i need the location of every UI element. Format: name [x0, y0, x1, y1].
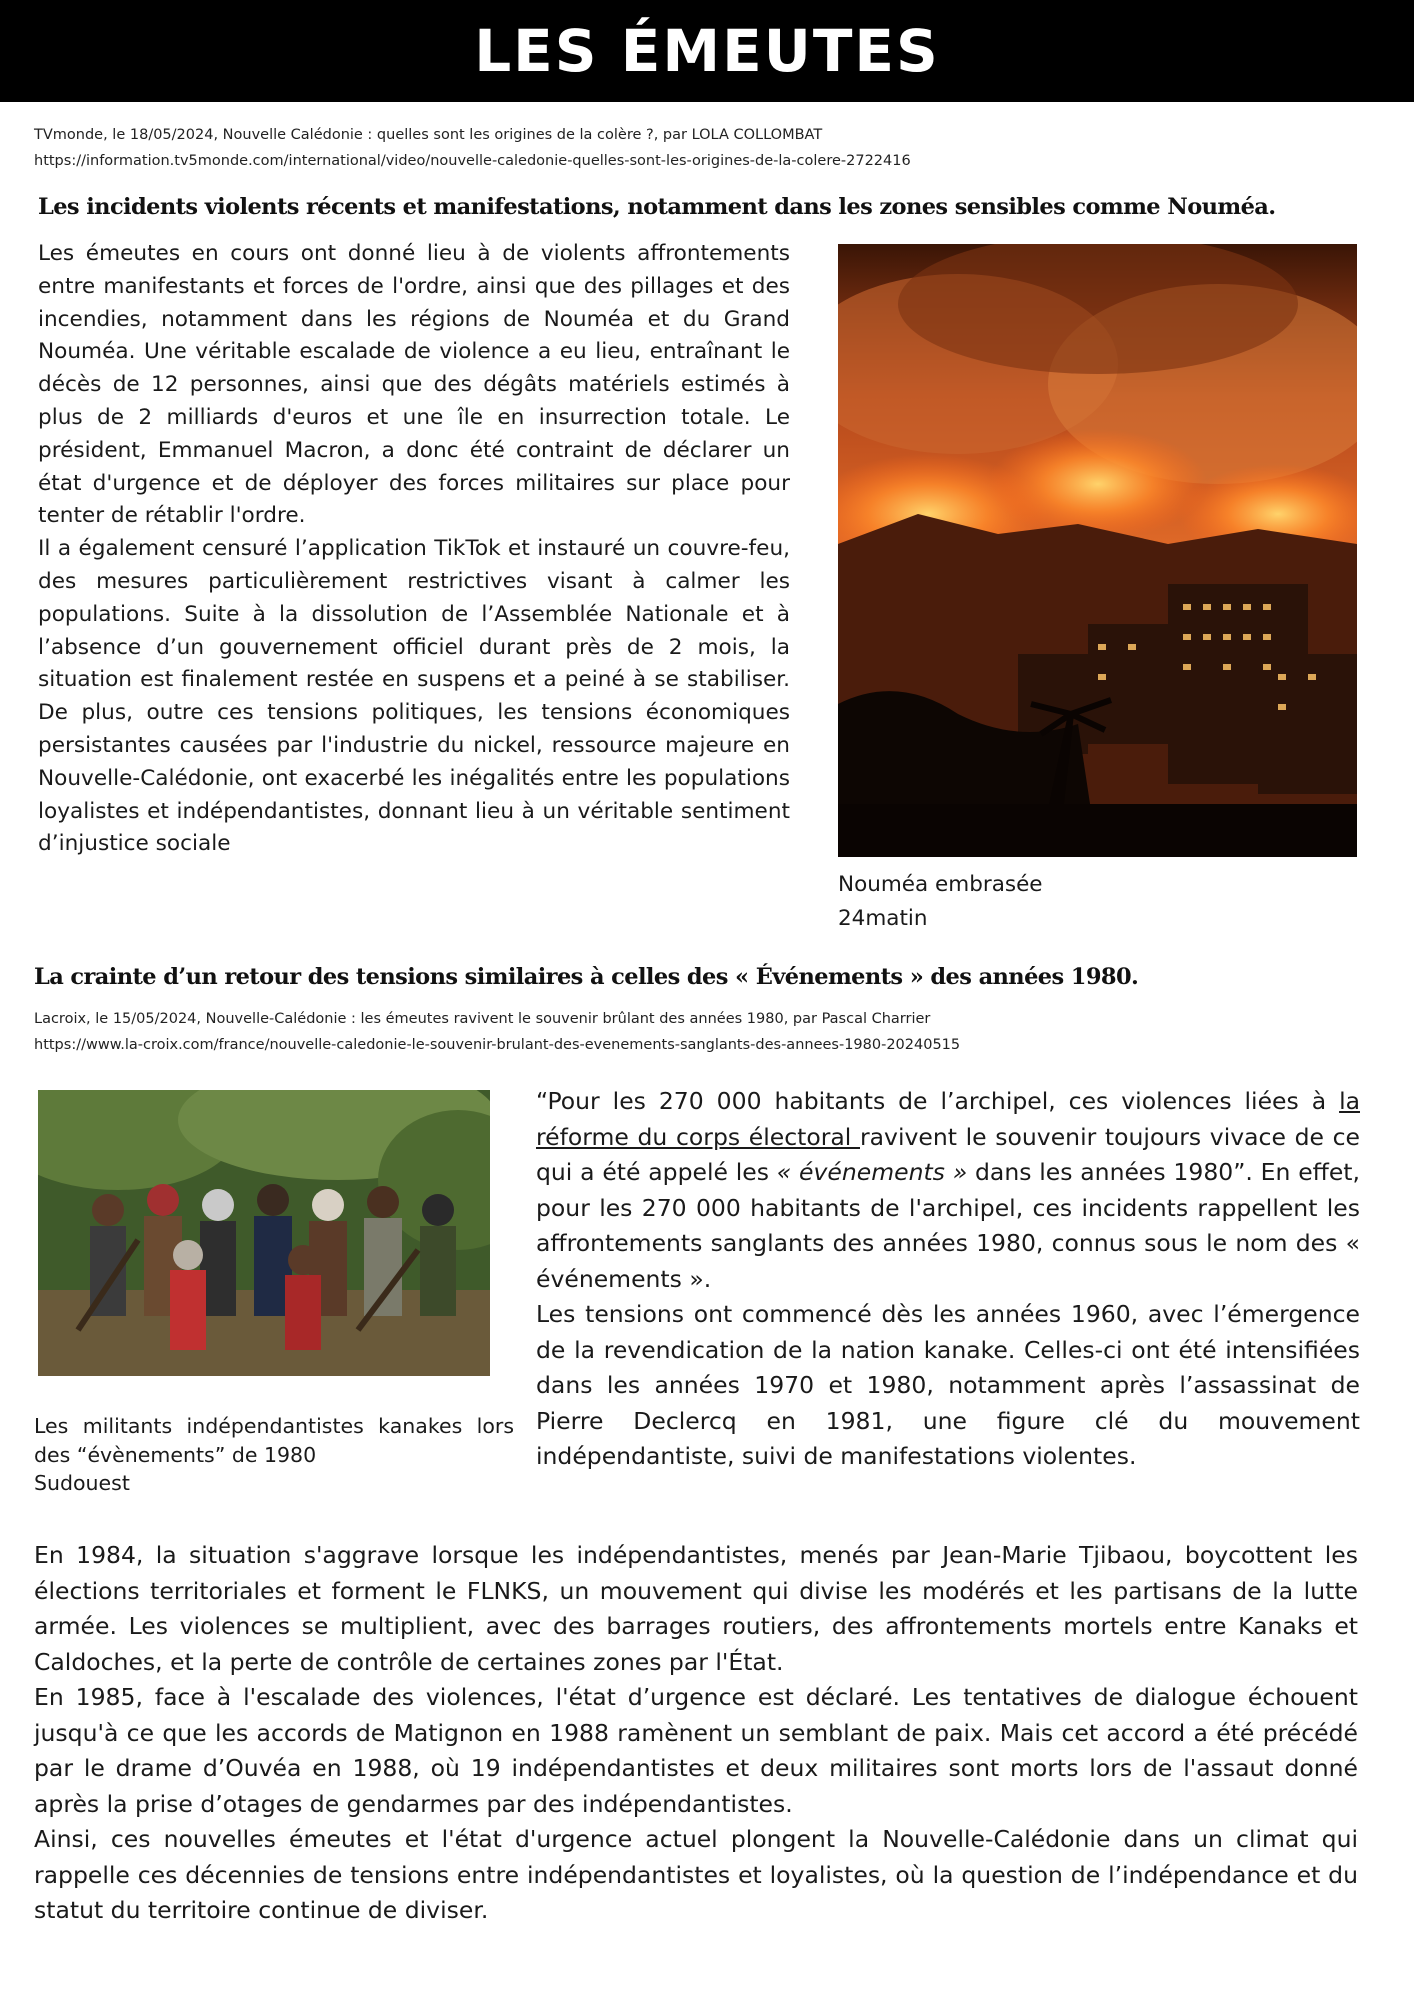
quote-part-2: ravivent le souvenir toujours vivace de ce qui a été appelé les: [536, 1122, 1360, 1186]
quote-part-3: dans les années 1980”. En effet, pour les 270 000 habitants de l'archipel, ces incidents rappellent les affrontements sanglants des années 1980, connus sous le nom des « événements ».: [536, 1158, 1360, 1293]
bottom-paragraph: En 1985, face à l'escalade des violences, l'état d’urgence est déclaré. Les tentatives de dialogue échouent jusqu'à ce que les accords de Matignon en 1988 ramènent un semblant de paix. Mais cet accord a été précédé par le drame d’Ouvéa en 1988, où 19 indépendantistes et deux militaires sont morts lors de l'assaut donné après la prise d’otages de gendarmes par des indépendantistes.: [34, 1683, 1358, 1818]
section-1-body: [38, 238, 790, 861]
quote-emphasis: « événements »: [776, 1158, 968, 1186]
quote-part-1: “Pour les 270 000 habitants de l’archipel, ces violences liées à: [536, 1087, 1340, 1115]
bottom-paragraph: En 1984, la situation s'aggrave lorsque les indépendantistes, menés par Jean-Marie Tjibaou, boycottent les élections territoriales et forment le FLNKS, un mouvement qui divise les modérés et les partisans de la lutte armée. Les violences se multiplient, avec des barrages routiers, des affrontements mortels entre Kanaks et Caldoches, et la perte de contrôle de certaines zones par l'État.: [34, 1541, 1358, 1676]
photo-1-caption-title: Nouméa embrasée: [838, 872, 1043, 897]
quote-paragraph: [536, 1084, 1360, 1297]
history-paragraph: Les tensions ont commencé dès les années 1960, avec l’émergence de la revendication de la nation kanake. Celles-ci ont été intensifiées dans les années 1970 et 1980, notamment après l’assassinat de Pierre Declercq en 1981, une figure clé du mouvement indépendantiste, suivi de manifestations violentes.: [536, 1300, 1360, 1470]
source-citation-1: [34, 122, 911, 174]
photo-2-caption-text: Les militants indépendantistes kanakes lors des “évènements” de 1980: [34, 1414, 514, 1467]
section-2-bottom-text: [34, 1538, 1358, 1929]
source-1-line-1: TVmonde, le 18/05/2024, Nouvelle Calédonie : quelles sont les origines de la colère ?, par LOLA COLLOMBAT: [34, 127, 823, 143]
bottom-paragraph: Ainsi, ces nouvelles émeutes et l'état d'urgence actuel plongent la Nouvelle-Calédonie dans un climat qui rappelle ces décennies de tensions entre indépendantistes et loyalistes, où la question de l’indépendance et du statut du territoire continue de diviser.: [34, 1825, 1358, 1924]
source-2-url[interactable]: https://www.la-croix.com/france/nouvelle-caledonie-le-souvenir-brulant-des-evenements-sanglants-des-annees-1980-20240515: [34, 1037, 961, 1053]
source-1-url[interactable]: https://information.tv5monde.com/international/video/nouvelle-caledonie-quelles-sont-les-origines-de-la-colere-2722416: [34, 153, 911, 169]
noumea-fire-photo: [838, 244, 1357, 857]
section-2-heading: La crainte d’un retour des tensions similaires à celles des « Événements » des années 1980.: [34, 964, 1139, 990]
source-2-line-1: Lacroix, le 15/05/2024, Nouvelle-Calédonie : les émeutes ravivent le souvenir brûlant des années 1980, par Pascal Charrier: [34, 1011, 931, 1027]
photo-2-caption: [34, 1412, 514, 1498]
section-1-paragraph: Les émeutes en cours ont donné lieu à de violents affrontements entre manifestants et forces de l'ordre, ainsi que des pillages et des incendies, notamment dans les régions de Nouméa et du Grand Nouméa. Une véritable escalade de violence a eu lieu, entraînant le décès de 12 personnes, ainsi que des dégâts matériels estimés à plus de 2 milliards d'euros et une île en insurrection totale. Le président, Emmanuel Macron, a donc été contraint de déclarer un état d'urgence et de déployer des forces militaires sur place pour tenter de rétablir l'ordre.: [38, 241, 790, 529]
page-title: LES ÉMEUTES: [474, 17, 940, 85]
photo-1-caption: [838, 868, 1043, 936]
page-banner: [0, 0, 1414, 102]
photo-2-caption-credit: Sudouest: [34, 1471, 130, 1495]
source-citation-2: [34, 1006, 960, 1058]
photo-1-caption-credit: 24matin: [838, 906, 928, 931]
section-1-paragraph: Il a également censuré l’application TikTok et instauré un couvre-feu, des mesures particulièrement restrictives visant à calmer les populations. Suite à la dissolution de l’Assemblée Nationale et à l’absence d’un gouvernement officiel durant près de 2 mois, la situation est finalement restée en suspens et a peiné à se stabiliser. De plus, outre ces tensions politiques, les tensions économiques persistantes causées par l'industrie du nickel, ressource majeure en Nouvelle-Calédonie, ont exacerbé les inégalités entre les populations loyalistes et indépendantistes, donnant lieu à un véritable sentiment d’injustice sociale: [38, 536, 790, 857]
section-2-right-column: [536, 1084, 1360, 1475]
electoral-reform-link[interactable]: la réforme du corps électoral: [536, 1087, 1360, 1151]
section-1-heading: Les incidents violents récents et manifestations, notamment dans les zones sensibles comme Nouméa.: [38, 194, 1276, 220]
kanak-militants-photo: [38, 1090, 490, 1376]
